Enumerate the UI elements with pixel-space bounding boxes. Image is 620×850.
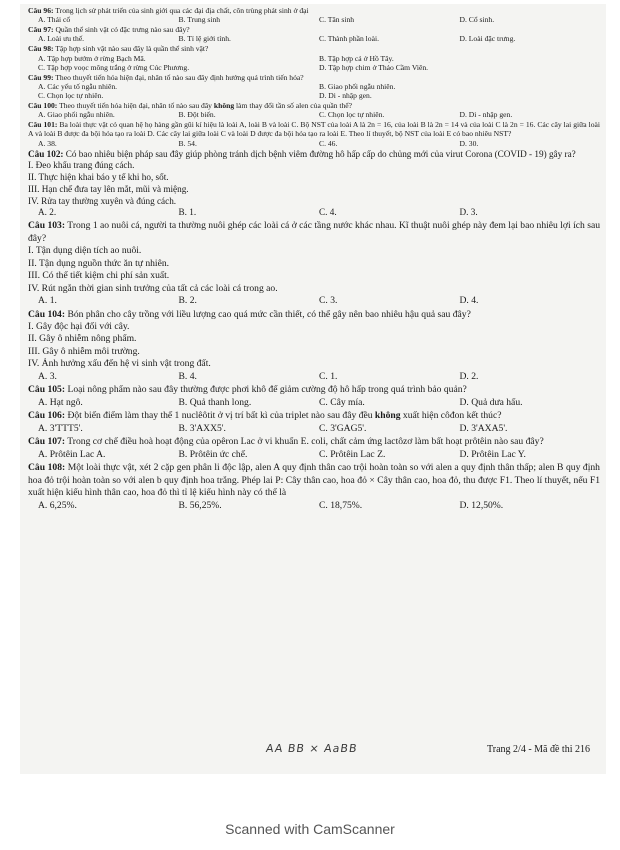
question-block [28,384,600,409]
answer-option: D. 3'AXA5'. [459,422,508,434]
question-stem [28,73,600,82]
answer-options [38,34,600,43]
question-block [28,73,600,100]
answer-options [38,449,600,461]
answer-option: B. Quả thanh long. [178,396,252,408]
question-stem [28,6,600,15]
question-number: Câu 105: [28,384,66,396]
question-emphasis: không [374,410,401,422]
camscanner-watermark: Scanned with CamScanner [225,821,395,837]
question-block [28,120,600,147]
question-block [28,25,600,43]
answer-option: D. 30. [459,138,479,148]
answer-option: C. Prôtêin Lac Z. [319,448,386,460]
answer-options [38,397,600,409]
answer-option: C. 46. [319,138,338,148]
answer-option: A. Hạt ngô. [38,396,83,408]
answer-option: B. Prôtêin ức chế. [178,448,248,460]
answer-options [38,54,600,72]
statement-item: IV. Rửa tay thường xuyên và đúng cách. [28,195,177,206]
answer-option: A. Thái cổ [38,15,71,25]
question-stem [28,220,600,245]
question-stem [28,149,600,161]
question-text: Một loài thực vật, xét 2 cặp gen phân li độc lập, alen A quy định thân cao trội hoàn toàn so với alen a quy định thân thấp; alen B quy định hoa đỏ trội hoàn toàn so với alen b quy định hoa trắng. Phép lai P: Cây thân cao, hoa đỏ × Cây thân cao, hoa đỏ, thu được F1. Theo lí thuyết, nếu F1 xuất hiện kiểu hình thân cao, hoa đỏ thì tỉ lệ kiểu hình này có thể là [28,462,600,499]
question-stem [28,309,600,321]
question-stem [28,384,600,396]
question-block [28,101,600,119]
statement-item: IV. Ảnh hưởng xấu đến hệ vi sinh vật trong đất. [28,358,211,370]
answer-options [38,295,600,307]
question-number: Câu 97: [28,25,54,35]
answer-option: D. Quả dưa hấu. [459,396,523,408]
question-stem [28,120,600,138]
question-block [28,309,600,384]
statement-item: IV. Rút ngắn thời gian sinh trưởng của tất cả các loài cá trong ao. [28,282,278,294]
question-text: Theo thuyết tiến hóa hiện đại, nhân tố nào sau đây [59,101,214,111]
statement-item: II. Thực hiện khai báo y tế khi ho, sốt. [28,172,169,183]
answer-option: D. 3. [459,207,478,218]
answer-option: C. Tân sinh [319,15,355,25]
statement-item: I. Tận dụng diện tích ao nuôi. [28,245,142,257]
answer-option: A. Prôtêin Lac A. [38,448,106,460]
answer-option: C. 3. [319,295,338,307]
statement-item: III. Có thể tiết kiệm chi phí sản xuất. [28,270,170,282]
answer-option: B. 3'AXX5'. [178,422,226,434]
question-number: Câu 107: [28,436,66,448]
statement-item: II. Gây ô nhiễm nông phẩm. [28,333,137,345]
answer-option: D. 4. [459,295,479,307]
question-text: Bón phân cho cây trồng với liều lượng cao quá mức cần thiết, có thể gây nên bao nhiêu hậu quả sau đây? [67,308,471,320]
question-block [28,220,600,307]
answer-option: C. Cây mía. [319,396,365,408]
answer-option: A. Các yếu tố ngẫu nhiên. [38,81,118,91]
question-text: Có bao nhiêu biện pháp sau đây giúp phòng tránh dịch bệnh viêm đường hô hấp cấp do chủng mới của virut Corona (COVID - 19) gây ra? [65,148,576,159]
question-block [28,44,600,71]
question-number: Câu 101: [28,120,58,130]
answer-option: B. 54. [178,138,197,148]
question-stem [28,410,600,422]
question-text: Trong lịch sử phát triển của sinh giới qua các đại địa chất, côn trùng phát sinh ở đại [55,6,309,15]
answer-option: A. 6,25%. [38,499,77,511]
page-number: Trang 2/4 - Mã đề thi 216 [487,744,590,755]
answer-options [38,500,600,512]
answer-option: D. Cổ sinh. [459,15,495,25]
handwritten-note: AA BB × AaBB [265,742,359,755]
question-text: Theo thuyết tiến hóa hiện đại, nhân tố nào sau đây định hướng quá trình tiến hóa? [55,72,304,82]
exam-content [28,6,600,513]
answer-option: B. Tỉ lệ giới tính. [178,34,231,44]
answer-options [38,371,600,383]
answer-option: C. Thành phần loài. [319,34,379,44]
answer-option: A. 3. [38,370,57,382]
answer-option: B. Tập hợp cá ở Hồ Tây. [319,53,394,63]
answer-option: D. Loài đặc trưng. [459,34,516,44]
answer-option: A. Tập hợp bướm ở rừng Bạch Mã. [38,53,146,63]
question-emphasis: không [213,101,235,111]
question-number: Câu 108: [28,462,66,474]
question-number: Câu 106: [28,410,66,422]
question-number: Câu 102: [28,148,64,159]
question-number: Câu 104: [28,308,66,320]
answer-option: B. Giao phối ngẫu nhiên. [319,81,396,91]
question-stem [28,25,600,34]
answer-option: D. Prôtêin Lac Y. [459,448,526,460]
question-stem [28,101,600,110]
answer-option: B. 2. [178,295,197,307]
statement-item: III. Gây ô nhiễm môi trường. [28,345,140,357]
answer-options [38,207,600,219]
answer-option: C. Chọn lọc tự nhiên. [38,90,104,100]
statement-item: III. Hạn chế đưa tay lên mắt, mũi và miệng. [28,183,189,194]
question-text: Trong cơ chế điều hoà hoạt động của opêron Lac ở vi khuẩn E. coli, chất cảm ứng lactôzơ làm bất hoạt prôtêin nào sau đây? [67,436,544,448]
answer-option: D. 2. [459,370,479,382]
question-text: làm thay đổi tần số alen của quần thể? [234,101,353,111]
answer-option: D. Tập hợp chim ở Thảo Cầm Viên. [319,62,429,72]
statement-item: I. Gây độc hại đối với cây. [28,320,130,332]
answer-option: B. 4. [178,370,197,382]
answer-option: C. 3'GAG5'. [319,422,367,434]
question-text: Quần thể sinh vật có đặc trưng nào sau đây? [55,25,190,35]
question-text: Tập hợp sinh vật nào sau đây là quần thể sinh vật? [55,44,209,54]
question-number: Câu 100: [28,101,58,111]
answer-option: B. 1. [178,207,197,218]
question-block [28,149,600,220]
answer-option: A. 1. [38,295,57,307]
answer-option: C. 1. [319,370,338,382]
answer-options [38,82,600,100]
question-stem [28,436,600,448]
answer-option: A. Giao phối ngẫu nhiên. [38,110,115,120]
answer-options [38,110,600,119]
question-text: Đột biến điểm làm thay thế 1 nuclêôtit ở vị trí bất kì của triplet nào sau đây đều [67,410,375,422]
question-number: Câu 99: [28,72,54,82]
answer-option: A. 3'TTT5'. [38,422,83,434]
question-block [28,462,600,512]
answer-option: D. Di - nhập gen. [459,110,513,120]
answer-option: A. 38. [38,138,57,148]
answer-option: B. Đột biến. [178,110,216,120]
question-block [28,6,600,24]
question-text: Loại nông phẩm nào sau đây thường được phơi khô để giảm cường độ hô hấp trong quá trình bảo quản? [67,384,467,396]
answer-option: C. Chọn lọc tự nhiên. [319,110,385,120]
answer-option: D. Di - nhập gen. [319,90,372,100]
page-footer [28,742,600,764]
statement-item: II. Tận dụng nguồn thức ăn tự nhiên. [28,257,170,269]
answer-option: D. 12,50%. [459,499,504,511]
question-text: Trong 1 ao nuôi cá, người ta thường nuôi ghép các loài cá ở các tầng nước khác nhau. Kĩ thuật nuôi ghép này đem lại bao nhiêu lợi ích sau đây? [28,220,600,244]
question-text: xuất hiện côđon kết thúc? [400,410,502,422]
question-number: Câu 103: [28,220,66,232]
question-stem [28,462,600,499]
question-number: Câu 98: [28,44,54,54]
answer-option: B. Trung sinh [178,15,221,25]
question-block [28,410,600,435]
answer-option: C. 4. [319,207,337,218]
answer-options [38,423,600,435]
answer-option: C. Tập hợp voọc mông trắng ở rừng Cúc Phương. [38,62,190,72]
question-block [28,436,600,461]
question-number: Câu 96: [28,6,54,15]
answer-option: A. Loài ưu thế. [38,34,85,44]
question-text: Ba loài thực vật có quan hệ họ hàng gần gũi kí hiệu là loài A, loài B và loài C. Bộ NST của loài A là 2n = 16, của loài B là 2n = 14 và của loài C là 2n = 16. Các cây lai giữa loài A và loài B được đa bội hóa tạo ra loài D. Các cây lai giữa loài C và loài D được đa bội hóa tạo ra loài E. Theo lí thuyết, bộ NST của loài E có bao nhiêu NST? [28,120,600,139]
answer-option: B. 56,25%. [178,499,222,511]
answer-options [38,15,600,24]
answer-option: C. 18,75%. [319,499,363,511]
question-stem [28,44,600,53]
answer-option: A. 2. [38,207,57,218]
answer-options [38,139,600,148]
statement-item: I. Đeo khẩu trang đúng cách. [28,160,135,171]
